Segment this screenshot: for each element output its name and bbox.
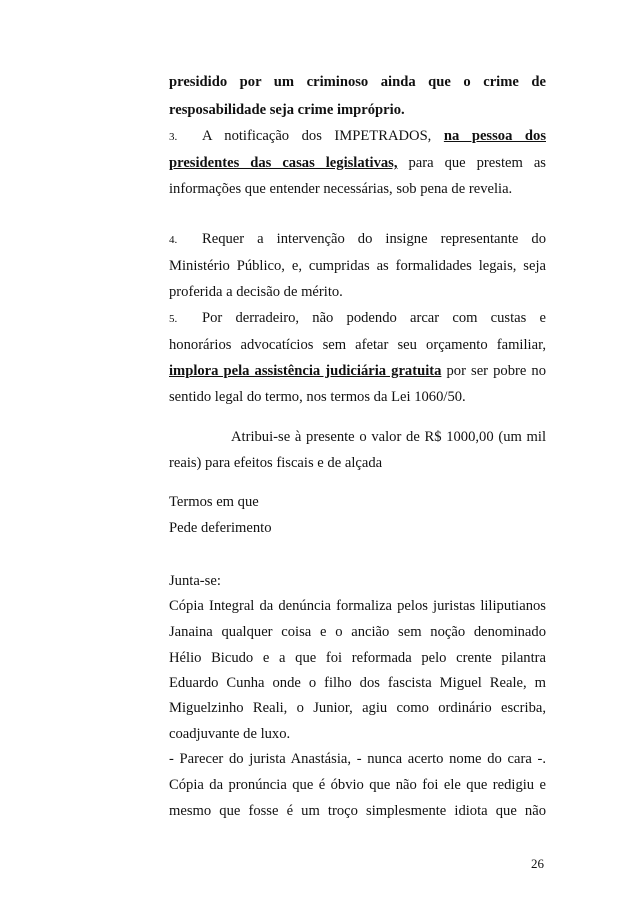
text-line: resposabilidade seja crime impróprio. xyxy=(169,102,405,118)
anexo-line: Cópia Integral da denúncia formaliza pelos juristas liliputianos xyxy=(169,598,546,614)
text-line: informações que entender necessárias, sob pena de revelia. xyxy=(169,181,513,197)
emphasis-text: implora pela assistência judiciária gratuita xyxy=(169,363,442,379)
item-number: 5. xyxy=(169,313,178,325)
anexo-line: Hélio Bicudo e a que foi reformada pelo crente pilantra xyxy=(169,650,546,666)
paragraph-4-line-1 xyxy=(169,231,546,248)
emphasis-text: na pessoa dos xyxy=(443,128,546,144)
paragraph-3-line-1 xyxy=(169,128,546,145)
page-number: 26 xyxy=(531,856,544,871)
anexo-line: Janaina qualquer coisa e o ancião sem noção denominado xyxy=(169,624,546,640)
emphasis-text: presidentes das casas legislativas, xyxy=(169,155,398,171)
anexo-line: Miguelzinho Reali, o Junior, agiu como ordinário escriba, xyxy=(169,700,546,716)
text-span: por ser pobre no xyxy=(441,363,546,379)
text-line: reais) para efeitos fiscais e de alçada xyxy=(169,455,383,471)
anexo-line: - Parecer do jurista Anastásia, - nunca acerto nome do cara -. xyxy=(169,751,546,767)
paragraph-5-line-3 xyxy=(169,363,546,380)
text-line: presidido por um criminoso ainda que o crime de xyxy=(169,74,546,90)
junta-heading: Junta-se: xyxy=(169,573,221,589)
text-span: para que prestem as xyxy=(397,155,546,171)
anexo-line: coadjuvante de luxo. xyxy=(169,726,291,742)
text-span: Requer a intervenção do insigne representante do xyxy=(202,231,546,247)
closing-termos: Termos em que xyxy=(169,494,259,510)
text-line: sentido legal do termo, nos termos da Lei 1060/50. xyxy=(169,389,466,405)
item-number: 4. xyxy=(169,234,178,246)
anexo-line: Cópia da pronúncia que é óbvio que não foi ele que redigiu e xyxy=(169,777,546,793)
text-line: honorários advocatícios sem afetar seu orçamento familiar, xyxy=(169,337,546,353)
text-line: proferida a decisão de mérito. xyxy=(169,284,343,300)
anexo-line: mesmo que fosse é um troço simplesmente idiota que não xyxy=(169,803,546,819)
text-span: A notificação dos IMPETRADOS, xyxy=(202,128,444,144)
paragraph-3-line-2 xyxy=(169,155,546,172)
item-number: 3. xyxy=(169,131,178,143)
text-span: Atribui-se à presente o valor de R$ 1000,00 (um mil xyxy=(231,429,546,445)
text-line: Ministério Público, e, cumpridas as formalidades legais, seja xyxy=(169,258,546,274)
valor-line-1 xyxy=(169,429,546,446)
text-span: Por derradeiro, não podendo arcar com custas e xyxy=(202,310,546,326)
closing-pede: Pede deferimento xyxy=(169,520,272,536)
paragraph-5-line-1 xyxy=(169,310,546,327)
anexo-line: Eduardo Cunha onde o filho dos fascista Miguel Reale, m xyxy=(169,675,546,691)
